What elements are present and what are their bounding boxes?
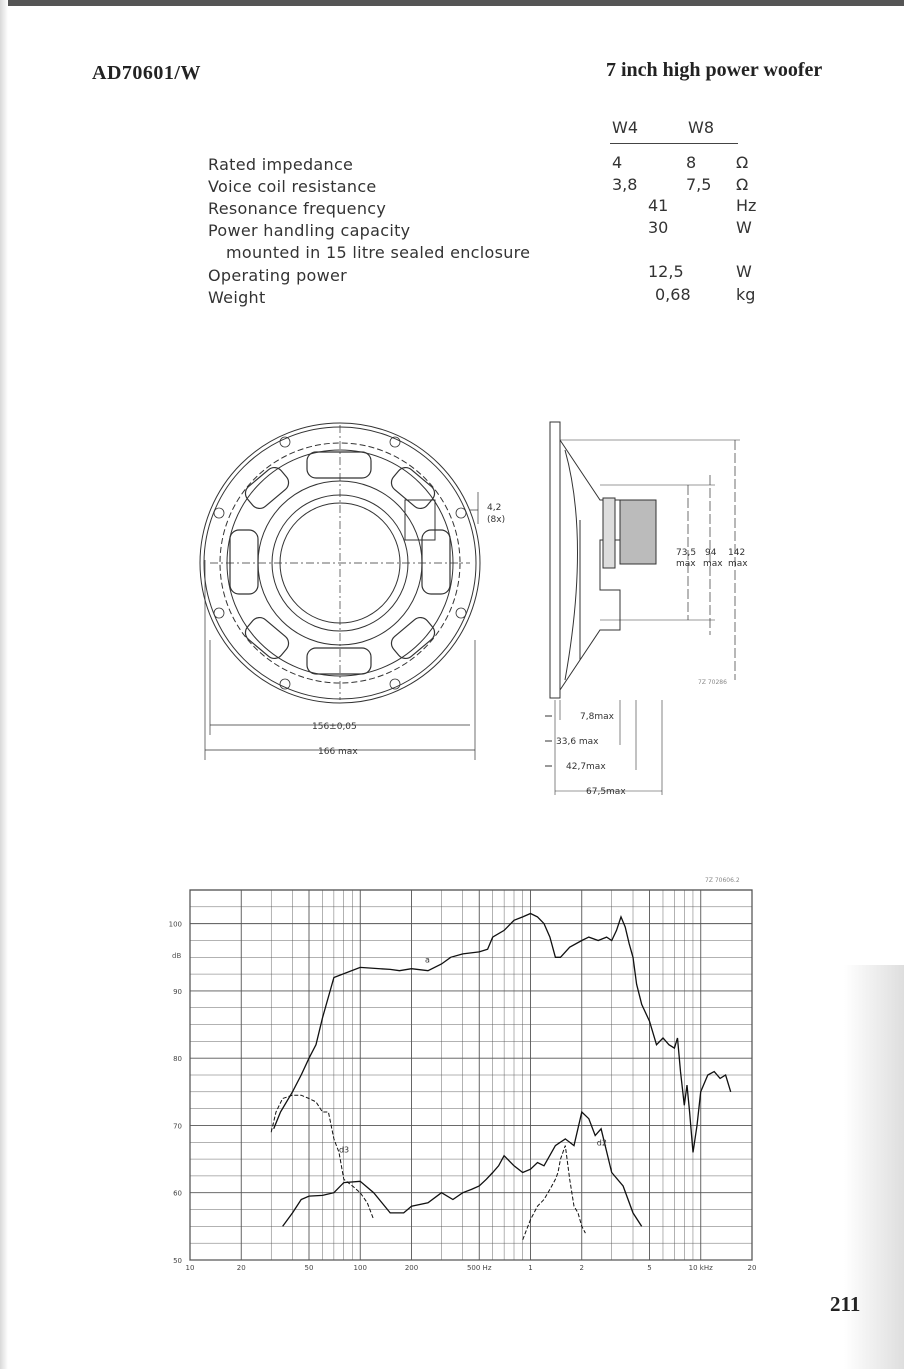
dimension-142: 142 [728, 548, 746, 558]
x-tick-label: 5 [647, 1264, 652, 1272]
spec-label-enclosure-note: mounted in 15 litre sealed enclosure [226, 243, 531, 262]
model-number: AD70601/W [92, 62, 201, 84]
y-tick-label: 60 [173, 1189, 182, 1198]
column-header-w4: W4 [612, 118, 638, 137]
outer-dimension-label: 166 max [318, 747, 358, 757]
frequency-response-chart [0, 870, 904, 1290]
spec-label-operating-power: Operating power [208, 266, 348, 285]
unit-power-handling: W [736, 218, 752, 237]
product-subtitle: 7 inch high power woofer [606, 59, 823, 81]
depth-67-5-label: 67,5max [586, 787, 626, 797]
side-view-code: 7Z 70286 [698, 679, 727, 686]
x-tick-label: 1 [528, 1264, 533, 1272]
y-axis-unit-label: dB [172, 952, 182, 960]
x-tick-label: 500 Hz [466, 1264, 492, 1272]
spec-label-rated-impedance: Rated impedance [208, 155, 354, 174]
max-label-1: max [676, 559, 696, 569]
spec-label-power-handling: Power handling capacity [208, 221, 411, 240]
y-tick-label: 100 [168, 920, 182, 929]
unit-resistance: Ω [736, 175, 749, 194]
value-operating-power: 12,5 [648, 262, 684, 281]
page-number: 211 [830, 1292, 861, 1316]
x-tick-label: 2 [579, 1264, 584, 1272]
dimension-94: 94 [705, 548, 717, 558]
y-tick-label: 70 [173, 1122, 182, 1131]
hole-count-label: (8x) [487, 515, 506, 525]
value-resistance-w4: 3,8 [612, 175, 638, 194]
x-tick-label: 20 [236, 1264, 246, 1272]
unit-weight: kg [736, 285, 756, 304]
x-tick-label: 20 [747, 1264, 757, 1272]
spec-label-voice-coil-resistance: Voice coil resistance [208, 177, 377, 196]
depth-42-7-label: 42,7max [566, 762, 606, 772]
chart-grid [190, 890, 752, 1260]
depth-33-6-label: 33,6 max [556, 737, 599, 747]
annotation-d2: d2 [596, 1138, 607, 1148]
spec-label-resonance-frequency: Resonance frequency [208, 199, 387, 218]
value-weight: 0,68 [655, 285, 691, 304]
series-on-axis-line [274, 914, 731, 1153]
x-tick-label: 50 [304, 1264, 314, 1272]
x-tick-label: 200 [404, 1264, 419, 1272]
unit-impedance: Ω [736, 153, 749, 172]
x-tick-label: 100 [353, 1264, 367, 1272]
value-impedance-w8: 8 [686, 153, 697, 172]
chart-series [271, 914, 731, 1240]
chart-code-label: 7Z 70606.2 [705, 877, 740, 884]
x-tick-label: 10 [185, 1264, 195, 1272]
column-header-w8: W8 [688, 118, 714, 137]
dimension-73-5: 73,5 [676, 548, 697, 558]
depth-7-8-label: 7,8max [580, 712, 614, 722]
inner-dimension-label: 156±0,05 [312, 722, 357, 732]
max-label-3: max [728, 559, 748, 569]
front-view-drawing [200, 423, 480, 760]
x-tick-label: 10 kHz [688, 1264, 713, 1272]
value-resistance-w8: 7,5 [686, 175, 712, 194]
unit-operating-power: W [736, 262, 752, 281]
annotation-d3: d3 [338, 1145, 350, 1155]
y-tick-label: 90 [173, 987, 182, 996]
value-impedance-w4: 4 [612, 153, 623, 172]
series-off-axis-line [283, 1112, 642, 1226]
annotation-a: a [424, 955, 430, 965]
unit-resonance: Hz [736, 196, 757, 215]
value-resonance: 41 [648, 196, 669, 215]
y-tick-label: 50 [173, 1257, 182, 1265]
max-label-2: max [703, 559, 723, 569]
y-tick-label: 80 [173, 1055, 182, 1064]
value-power-handling: 30 [648, 218, 669, 237]
spec-label-weight: Weight [208, 288, 266, 307]
hole-size-label: 4,2 [487, 503, 502, 513]
